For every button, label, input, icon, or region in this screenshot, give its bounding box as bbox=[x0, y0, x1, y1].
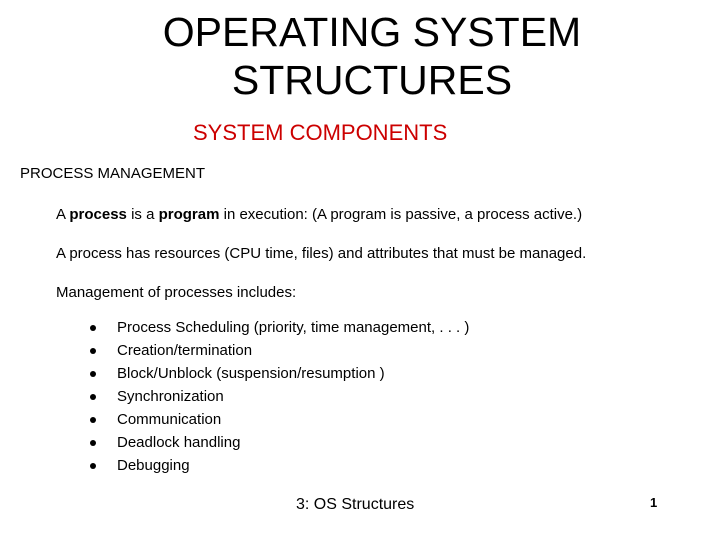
bullet-dot-icon bbox=[90, 348, 96, 354]
list-item bbox=[90, 431, 469, 454]
list-item-label: Block/Unblock (suspension/resumption ) bbox=[117, 365, 385, 382]
bullet-dot-icon bbox=[90, 394, 96, 400]
slide-subtitle: SYSTEM COMPONENTS bbox=[193, 120, 448, 145]
page-number: 1 bbox=[650, 495, 658, 510]
list-item bbox=[90, 339, 469, 362]
paragraph-process-definition bbox=[56, 206, 582, 223]
list-item bbox=[90, 362, 469, 385]
bullet-dot-icon bbox=[90, 417, 96, 423]
list-item bbox=[90, 385, 469, 408]
paragraph-process-resources: A process has resources (CPU time, files) and attributes that must be managed. bbox=[56, 245, 587, 262]
slide-title bbox=[0, 8, 720, 104]
list-item-label: Deadlock handling bbox=[117, 434, 241, 451]
management-bullet-list bbox=[90, 316, 469, 477]
paragraph-management-intro: Management of processes includes: bbox=[56, 284, 297, 301]
slide-title-line-1: OPERATING SYSTEM bbox=[162, 9, 582, 55]
bullet-dot-icon bbox=[90, 440, 96, 446]
list-item bbox=[90, 316, 469, 339]
paragraph-text: in execution: (A program is passive, a process active.) bbox=[219, 206, 583, 223]
list-item-label: Process Scheduling (priority, time management, . . . ) bbox=[117, 319, 470, 336]
section-heading: PROCESS MANAGEMENT bbox=[20, 165, 206, 182]
list-item-label: Creation/termination bbox=[117, 342, 253, 359]
paragraph-text: is a bbox=[126, 206, 159, 223]
list-item bbox=[90, 454, 469, 477]
bold-term-process: process bbox=[69, 206, 127, 223]
slide-title-line-2: STRUCTURES bbox=[231, 57, 513, 103]
slide-footer: 3: OS Structures bbox=[296, 496, 415, 513]
bullet-dot-icon bbox=[90, 463, 96, 469]
list-item-label: Synchronization bbox=[117, 388, 224, 405]
paragraph-text: A bbox=[56, 206, 70, 223]
bullet-dot-icon bbox=[90, 325, 96, 331]
list-item bbox=[90, 408, 469, 431]
list-item-label: Debugging bbox=[117, 457, 190, 474]
list-item-label: Communication bbox=[117, 411, 222, 428]
bold-term-program: program bbox=[158, 206, 220, 223]
bullet-dot-icon bbox=[90, 371, 96, 377]
